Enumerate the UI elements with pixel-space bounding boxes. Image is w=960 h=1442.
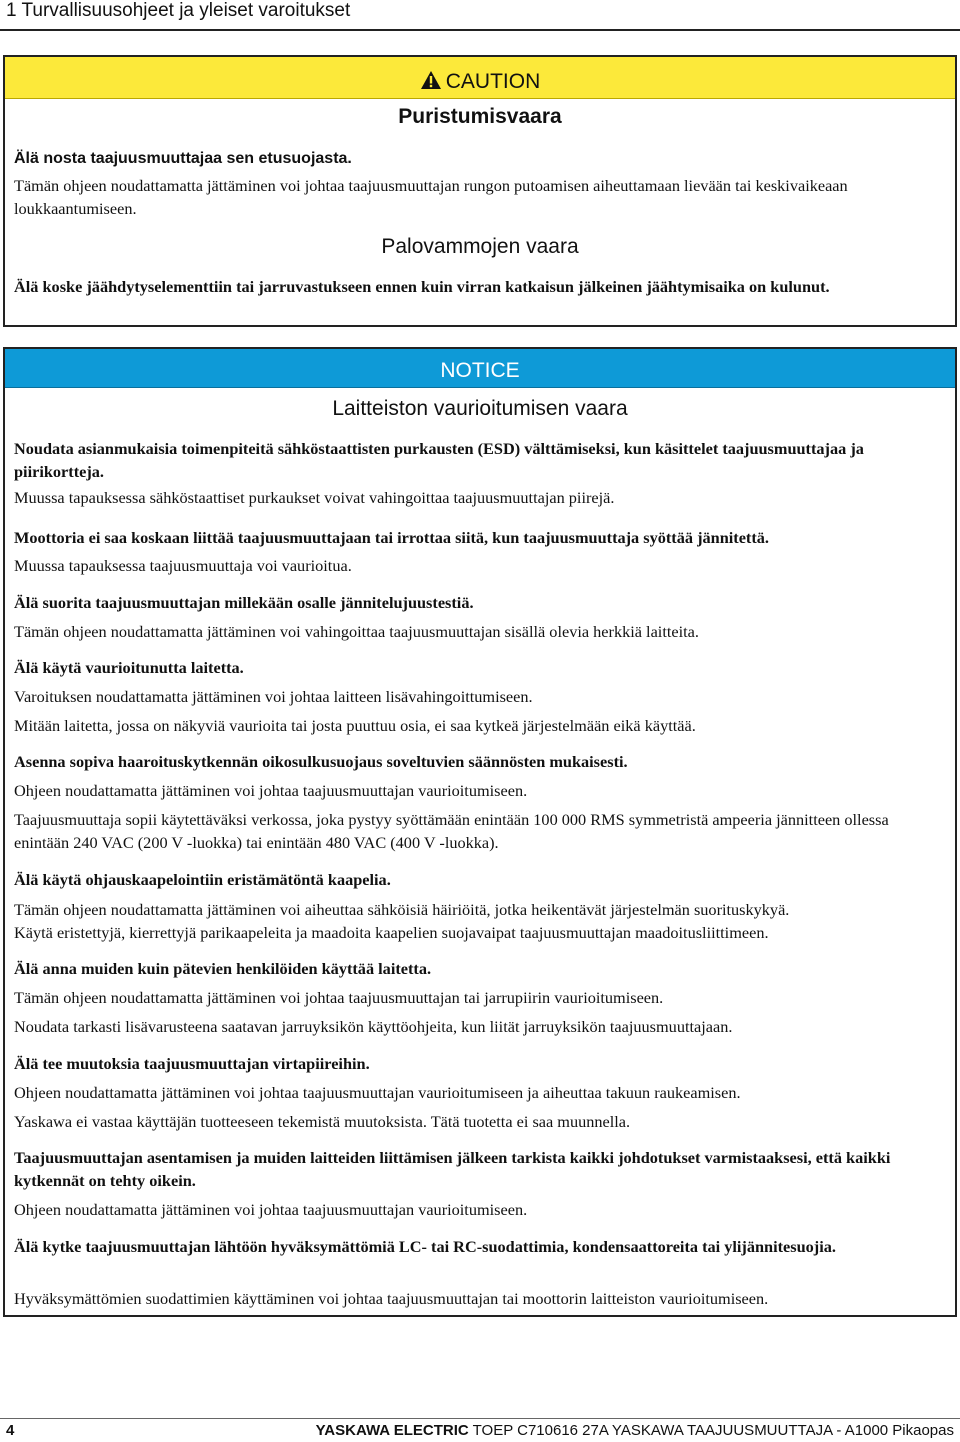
hazard-heading-equipment: Laitteiston vaurioitumisen vaara: [332, 397, 628, 420]
notice-instruction: Älä käytä ohjauskaapelointiin eristämätöntä kaapelia.: [14, 870, 391, 889]
notice-consequence: Tämän ohjeen noudattamatta jättäminen voi aiheuttaa sähköisiä häiriöitä, jotka heikentävät järjestelmän suorituskykyä.: [14, 900, 790, 919]
footer-rule: [0, 1418, 960, 1419]
caution-instruction: Älä nosta taajuusmuuttajaa sen etusuojasta.: [14, 150, 352, 167]
notice-consequence: Taajuusmuuttaja sopii käytettäväksi verkossa, joka pystyy syöttämään enintään 100 000 RMS symmetristä ampeeria jännitteen ollessa enintään 240 VAC (200 V -luokka) tai enintään 480 VAC (400 V -luokka).: [14, 810, 889, 852]
notice-label: NOTICE: [440, 359, 520, 382]
notice-consequence: Varoituksen noudattamatta jättäminen voi johtaa laitteen lisävahingoittumiseen.: [14, 687, 533, 706]
header-rule: [0, 29, 960, 31]
warning-triangle-icon: [420, 70, 442, 90]
notice-instruction: Älä tee muutoksia taajuusmuuttajan virtapiireihin.: [14, 1054, 370, 1073]
notice-instruction: Älä suorita taajuusmuuttajan millekään osalle jännitelujuustestiä.: [14, 593, 474, 612]
page-footer: [0, 1418, 960, 1442]
notice-instruction: Asenna sopiva haaroituskytkennän oikosulkusuojaus soveltuvien säännösten mukaisesti.: [14, 752, 628, 771]
notice-consequence: Noudata tarkasti lisävarusteena saatavan jarruyksikön käyttöohjeita, kun liität jarruyksikön taajuusmuuttajaan.: [14, 1017, 733, 1036]
notice-consequence: Mitään laitetta, jossa on näkyviä vaurioita tai josta puuttuu osia, ei saa kytkeä järjestelmään eikä käyttää.: [14, 716, 696, 735]
caution-box: [3, 55, 957, 327]
notice-instruction: Taajuusmuuttajan asentamisen ja muiden laitteiden liittämisen jälkeen tarkista kaikki johdotukset varmistaaksesi, että kaikki kytkennät on tehty oikein.: [14, 1148, 891, 1190]
notice-consequence: Yaskawa ei vastaa käyttäjän tuotteeseen tekemistä muutoksista. Tätä tuotetta ei saa muunnella.: [14, 1112, 631, 1131]
notice-consequence: Tämän ohjeen noudattamatta jättäminen voi vahingoittaa taajuusmuuttajan sisällä olevia herkkiä laitteita.: [14, 622, 699, 641]
section-title: 1 Turvallisuusohjeet ja yleiset varoitukset: [6, 0, 351, 21]
page-number: 4: [6, 1422, 15, 1439]
notice-consequence: Ohjeen noudattamatta jättäminen voi johtaa taajuusmuuttajan vaurioitumiseen.: [14, 781, 528, 800]
hazard-heading-crush: Puristumisvaara: [398, 105, 562, 128]
notice-consequence: Ohjeen noudattamatta jättäminen voi johtaa taajuusmuuttajan vaurioitumiseen ja aiheuttaa takuun raukeamisen.: [14, 1083, 741, 1102]
notice-box: [3, 347, 957, 1317]
caution-burn-instruction: Älä koske jäähdytyselementtiin tai jarruvastukseen ennen kuin virran katkaisun jälkeinen jäähtymisaika on kulunut.: [14, 277, 830, 296]
notice-consequence: Ohjeen noudattamatta jättäminen voi johtaa taajuusmuuttajan vaurioitumiseen.: [14, 1200, 528, 1219]
notice-instruction: Noudata asianmukaisia toimenpiteitä sähköstaattisten purkausten (ESD) välttämiseksi, kun käsittelet taajuusmuuttajaa ja piirikortteja.: [14, 439, 864, 481]
document-reference: [316, 1422, 954, 1439]
notice-instruction: Älä kytke taajuusmuuttajan lähtöön hyväksymättömiä LC- tai RC-suodattimia, kondensaattoreita tai ylijännitesuojia.: [14, 1237, 836, 1256]
caution-banner: [5, 57, 955, 99]
notice-banner: [5, 349, 955, 388]
hazard-heading-burn: Palovammojen vaara: [381, 235, 579, 258]
notice-consequence: Käytä eristettyjä, kierrettyjä parikaapeleita ja maadoita kaapelien suojavaipat taajuusmuuttajan maadoitusliittimeen.: [14, 923, 769, 942]
notice-consequence: Muussa tapauksessa taajuusmuuttaja voi vaurioitua.: [14, 556, 352, 575]
document-id: TOEP C710616 27A YASKAWA TAAJUUSMUUTTAJA - A1000 Pikaopas: [472, 1422, 954, 1439]
notice-consequence: Hyväksymättömien suodattimien käyttäminen voi johtaa taajuusmuuttajan tai moottorin laitteiston vaurioitumiseen.: [14, 1289, 769, 1308]
notice-consequence: Muussa tapauksessa sähköstaattiset purkaukset voivat vahingoittaa taajuusmuuttajan piirejä.: [14, 488, 615, 507]
notice-instruction: Älä käytä vaurioitunutta laitetta.: [14, 658, 244, 677]
notice-instruction: Moottoria ei saa koskaan liittää taajuusmuuttajaan tai irrottaa siitä, kun taajuusmuuttaja syöttää jännitettä.: [14, 528, 769, 547]
page-header: [0, 0, 960, 32]
notice-consequence: Tämän ohjeen noudattamatta jättäminen voi johtaa taajuusmuuttajan tai jarrupiirin vaurioitumiseen.: [14, 988, 664, 1007]
caution-label: CAUTION: [445, 70, 541, 93]
notice-instruction: Älä anna muiden kuin pätevien henkilöiden käyttää laitetta.: [14, 959, 432, 978]
brand-name: YASKAWA ELECTRIC: [315, 1422, 469, 1439]
caution-consequence: Tämän ohjeen noudattamatta jättäminen voi johtaa taajuusmuuttajan rungon putoamisen aiheuttamaan lievään tai keskivaikeaan loukkaantumiseen.: [14, 176, 848, 218]
